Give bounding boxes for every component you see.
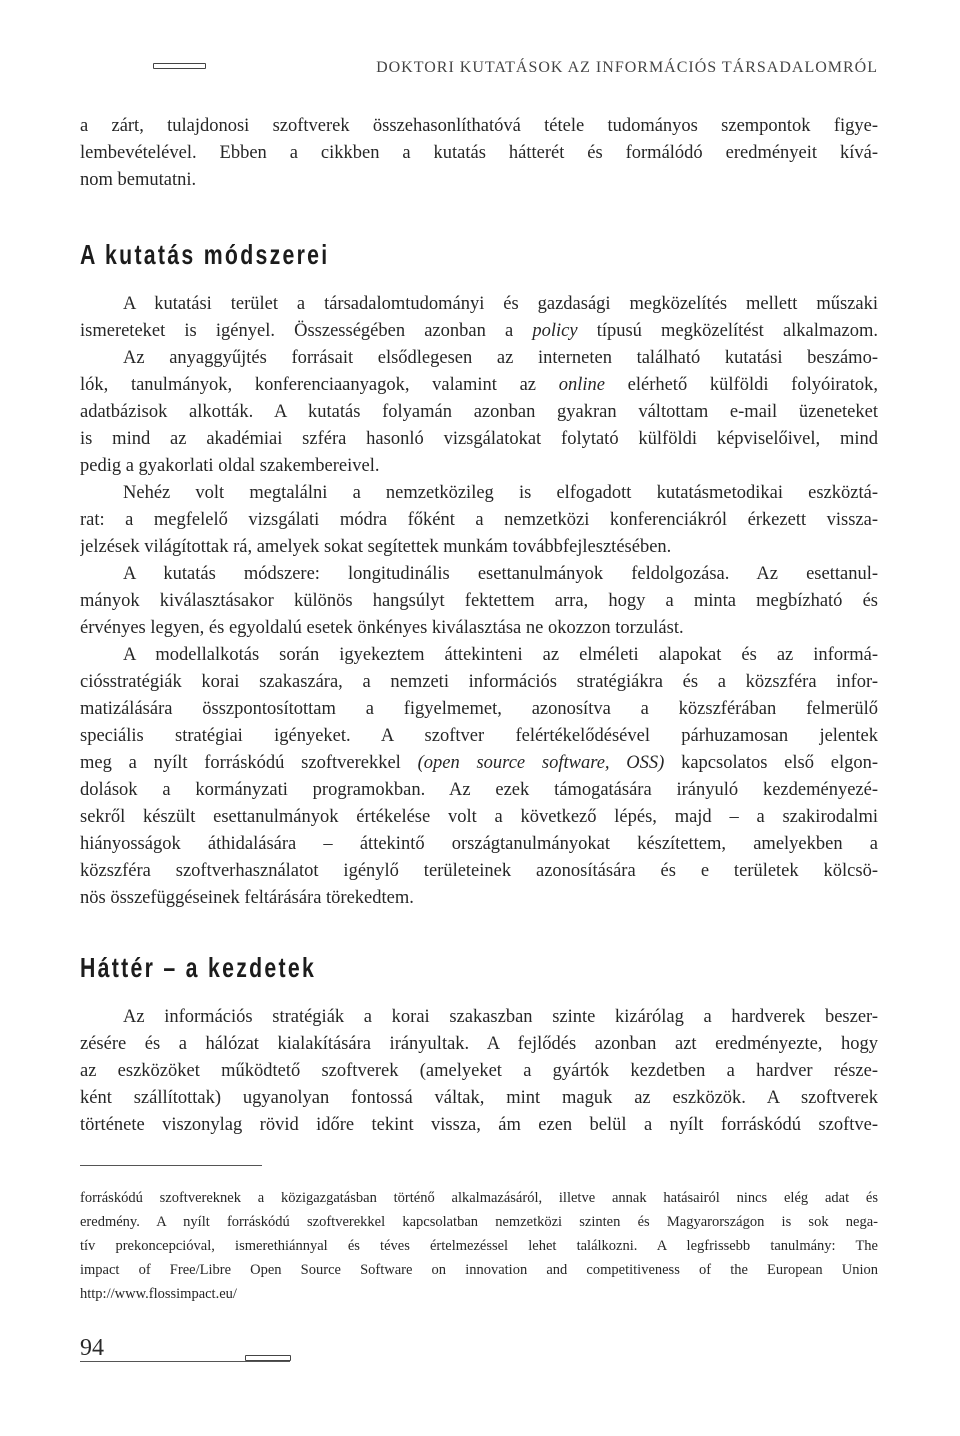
paragraph bbox=[80, 480, 878, 561]
italic-term: (open source software, OSS) bbox=[417, 753, 665, 773]
text-line: nös összefüggéseinek feltárására törekedtem. bbox=[80, 888, 414, 908]
text-line: A kutatási terület a társadalomtudományi és gazdasági megközelítés mellett műszaki bbox=[123, 294, 878, 314]
text-line: speciális stratégiai igényeket. A szoftver felértékelődésével párhuzamosan jelentek bbox=[80, 726, 878, 746]
footnote-line: tív prekoncepcióval, ismerethiánnyal és téves értelmezéssel lehet találkozni. A legfrissebb tanulmány: The bbox=[80, 1238, 878, 1254]
footnote-line: eredmény. A nyílt forráskódú szoftverekkel kapcsolatban nemzetközi szinten és Magyarországon is sok nega- bbox=[80, 1214, 878, 1230]
footnote-line: impact of Free/Libre Open Source Software on innovation and competitiveness of the European Union bbox=[80, 1262, 878, 1278]
text-line: hiányosságok áthidalására – áttekintő országtanulmányokat készítettem, amelyekben a bbox=[80, 834, 878, 854]
text-line: lembevételével. Ebben a cikkben a kutatás hátterét és formálódó eredményeit kívá- bbox=[80, 143, 878, 163]
text-line: a zárt, tulajdonosi szoftverek összehasonlíthatóvá tétele tudományos szempontok figye- bbox=[80, 116, 878, 136]
text-line bbox=[80, 372, 878, 399]
text-line: pedig a gyakorlati oldal szakembereivel. bbox=[80, 456, 380, 476]
page-number: 94 bbox=[80, 1335, 104, 1361]
text-line: dolások a kormányzati programokban. Az ezek támogatására irányuló kezdeményezé- bbox=[80, 780, 878, 800]
text-line: adatbázisok alkották. A kutatás folyamán azonban gyakran váltottam e-mail üzeneteket bbox=[80, 402, 878, 422]
text-line bbox=[80, 750, 878, 777]
intro-paragraph bbox=[80, 113, 878, 194]
text-line: érvényes legyen, és egyoldalú esetek önkényes kiválasztása ne okozzon torzulást. bbox=[80, 618, 684, 638]
text-line: története viszonylag rövid időre tekint vissza, ám ezen belül a nyílt forráskódú szoftve- bbox=[80, 1115, 878, 1135]
text-line: zésére és a hálózat kialakítására irányultak. A fejlődés azonban azt eredményezte, hogy bbox=[80, 1034, 878, 1054]
text-line: sekről készült esettanulmányok értékelése volt a következő lépés, majd – a szakirodalmi bbox=[80, 807, 878, 827]
text-line: az eszközöket működtető szoftverek (amelyeket a gyártók kezdetben a hardver része- bbox=[80, 1061, 878, 1081]
italic-term: policy bbox=[532, 321, 578, 341]
text-line: matizálására összpontosítottam a figyelmemet, azonosítva a közszférában felmerülő bbox=[80, 699, 878, 719]
text-line: nom bemutatni. bbox=[80, 170, 197, 190]
text-line: ként szállítottak) ugyanolyan fontossá váltak, mint maguk az eszközök. A szoftverek bbox=[80, 1088, 878, 1108]
text-line: Az információs stratégiák a korai szakaszban szinte kizárólag a hardverek beszer- bbox=[123, 1007, 878, 1027]
text-line: rat: a megfelelő vizsgálati módra főként a nemzetközi konferenciákról érkezett vissza- bbox=[80, 510, 878, 530]
text-line: közszféra szoftverhasználatot igénylő területeinek azonosítására és e területek kölcsö- bbox=[80, 861, 878, 881]
section-methods-body bbox=[80, 291, 878, 912]
footer-ornament-icon bbox=[245, 1355, 291, 1361]
paragraph bbox=[80, 291, 878, 345]
section-heading-background: Háttér – a kezdetek bbox=[80, 952, 317, 983]
text-segment: elérhető külföldi folyóiratok, bbox=[604, 375, 878, 395]
italic-term: online bbox=[558, 375, 605, 395]
paragraph bbox=[80, 642, 878, 912]
paragraph bbox=[80, 561, 878, 642]
text-segment: meg a nyílt forráskódú szoftverekkel bbox=[80, 753, 418, 773]
running-head-title: DOKTORI KUTATÁSOK AZ INFORMÁCIÓS TÁRSADALOMRÓL bbox=[376, 59, 878, 76]
footnote-url: http://www.flossimpact.eu/ bbox=[80, 1286, 237, 1302]
text-segment: kapcsolatos első elgon- bbox=[664, 753, 878, 773]
text-segment: ismereteket is igényel. Összességében azonban a bbox=[80, 321, 533, 341]
footer-rule bbox=[80, 1361, 290, 1362]
text-segment: lók, tanulmányok, konferenciaanyagok, valamint az bbox=[80, 375, 559, 395]
text-line: jelzések világítottak rá, amelyek sokat segítettek munkám továbbfejlesztésében. bbox=[80, 537, 672, 557]
text-line: Az anyaggyűjtés forrásait elsődlegesen az interneten található kutatási beszámo- bbox=[123, 348, 878, 368]
paragraph bbox=[80, 345, 878, 480]
text-line: A kutatás módszere: longitudinális esettanulmányok feldolgozása. Az esettanul- bbox=[123, 564, 878, 584]
text-line: ciósstratégiák korai szakaszára, a nemzeti információs stratégiákra és a közszféra infor- bbox=[80, 672, 878, 692]
text-line: is mind az akadémiai szféra hasonló vizsgálatokat folytató külföldi képviselőivel, mind bbox=[80, 429, 878, 449]
footnote-separator bbox=[80, 1165, 262, 1166]
text-line: A modellalkotás során igyekeztem áttekinteni az elméleti alapokat és az informá- bbox=[123, 645, 878, 665]
header-ornament-icon bbox=[153, 63, 206, 69]
paragraph bbox=[80, 1004, 878, 1139]
footnote-line: forráskódú szoftvereknek a közigazgatásban történő alkalmazásáról, illetve annak hatásairól nincs elég adat és bbox=[80, 1190, 878, 1206]
section-heading-methods: A kutatás módszerei bbox=[80, 239, 330, 270]
footnote bbox=[80, 1186, 878, 1306]
text-line: mányok kiválasztásakor különös hangsúlyt fektettem arra, hogy a minta megbízható és bbox=[80, 591, 878, 611]
text-line bbox=[80, 318, 878, 345]
section-background-body bbox=[80, 1004, 878, 1139]
text-line: Nehéz volt megtalálni a nemzetközileg is elfogadott kutatásmetodikai eszköztá- bbox=[123, 483, 878, 503]
text-segment: típusú megközelítést alkalmazom. bbox=[577, 321, 878, 341]
